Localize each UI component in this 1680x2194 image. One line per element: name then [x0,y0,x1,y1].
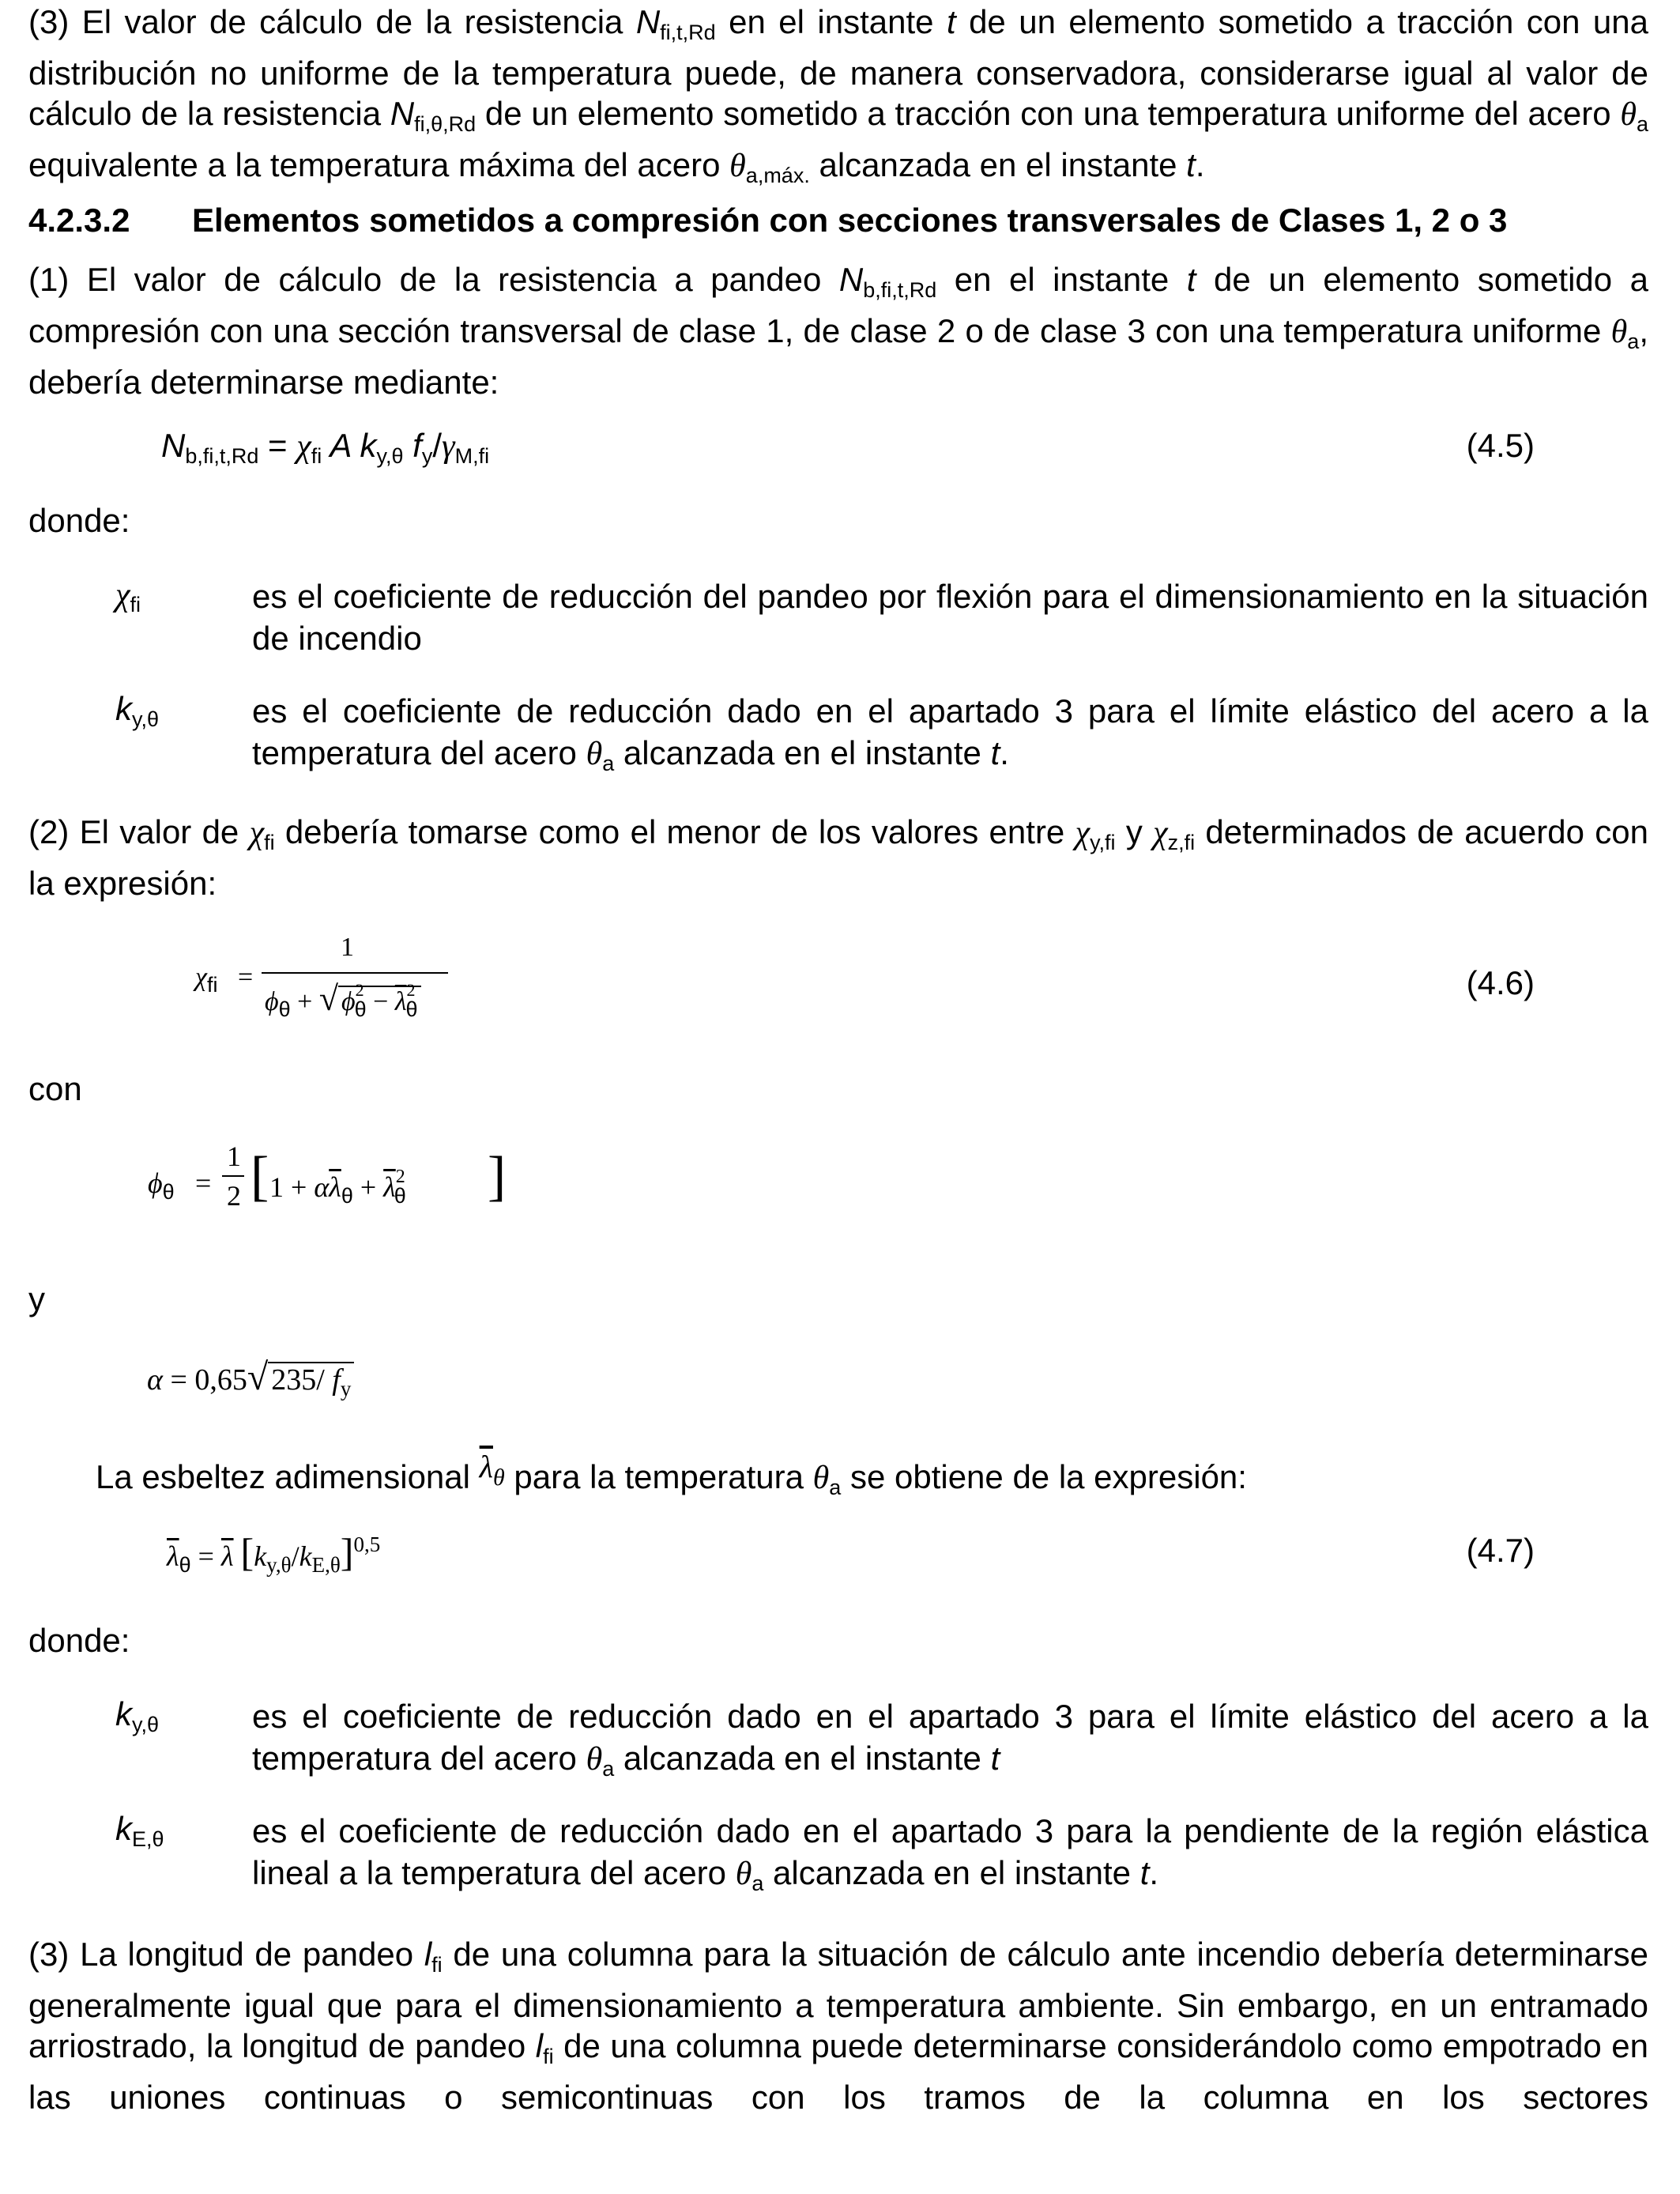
equation-alpha: α = 0,65√ 235/ $f_y$ [147,1355,354,1401]
definition-text: es el coeficiente de reducción del pandeo por flexión para el dimensionamiento en la situación de incendio [252,578,1648,657]
definition-symbol: $k_{y,\theta}$ [115,690,160,731]
equation-number-4-7: (4.7) [1466,1532,1535,1569]
definition-k-e-theta [28,1810,1648,1897]
equation-4-7: $\overline{\lambda}_\theta = \overline{\lambda}$ $[k_{y,\theta}/k_{E,\theta}]^{0,5}$ [167,1530,381,1577]
definition-symbol: $k_{y,\theta}$ [115,1695,160,1736]
definition-symbol: $\chi_{fi}$ [115,577,141,616]
donde-label-2: donde: [28,1622,130,1659]
section-number: 4.2.3.2 [28,202,130,239]
definition-text: es el coeficiente de reducción dado en el apartado 3 para el límite elástico del acero a la temperatura del acero $\theta_a$ alcanzada en el instante t. [252,692,1648,775]
definition-symbol: $k_{E,\theta}$ [115,1810,164,1851]
definition-k-y-theta-2 [28,1695,1648,1782]
paragraph-2-chi: (2) El valor de $\chi_{fi}$ debería tomarse como el menor de los valores entre $\chi_{y,fi}$ y $\chi_{z,fi}$ determinados de acuerdo con la expresión: [28,813,1648,902]
definition-chi-fi [28,575,1648,662]
definition-text: es el coeficiente de reducción dado en el apartado 3 para el límite elástico del acero a la temperatura del acero $\theta_a$ alcanzada en el instante t [252,1698,1648,1781]
esbeltez-line: La esbeltez adimensional $\overline{\lambda}\theta$ para la temperatura $\theta_a$ se obtiene de la expresión: [96,1449,1247,1499]
equation-phi-theta: $\phi_\theta$ = 1 2 [ $1 + \alpha\overline{\lambda}_\theta + \overline{\lambda}^2_\theta$ ] [148,1140,507,1212]
equation-number-4-5: (4.5) [1466,427,1535,464]
y-label: y [28,1280,45,1318]
equation-4-5: $N_{b,fi,t,Rd} = \chi_{fi}$ A $k_{y,\theta}$ $f_y/\gamma_{M,fi}$ [161,427,490,468]
equation-4-6: $\chi_{fi}$ = 1 $\phi_\theta$ + √ $\phi^2_\theta - \overline{\lambda}^2_\theta$ [167,933,451,1035]
paragraph-3-longitud-pandeo: (3) La longitud de pandeo $l_{fi}$ de una columna para la situación de cálculo ante incendio debería determinarse generalmente igual que para el dimensionamiento a temperatura ambiente. Sin embargo, en un entramado arriostrado, la longitud de pandeo $l_{fi}$ de una columna puede determinarse considerándolo como empotrado en las uniones continuas o semicontinuas con los tramos de la columna en los sectores [28,1936,1649,2116]
section-title: Elementos sometidos a compresión con secciones transversales de Clases 1, 2 o 3 [192,202,1508,239]
donde-label-1: donde: [28,502,130,539]
paragraph-1-compresion: (1) El valor de cálculo de la resistencia a pandeo $N_{b,fi,t,Rd}$ en el instante t de un elemento sometido a compresión con una sección transversal de clase 1, de clase 2 o de clase 3 con una temperatura uniforme $\theta_a$, debería determinarse mediante: [28,261,1648,401]
con-label: con [28,1070,82,1107]
definition-text: es el coeficiente de reducción dado en el apartado 3 para la pendiente de la región elástica lineal a la temperatura del acero $\theta_a$ alcanzada en el instante t. [252,1812,1648,1895]
definition-k-y-theta [28,690,1648,777]
equation-number-4-6: (4.6) [1466,964,1535,1001]
paragraph-3-traccion: (3) El valor de cálculo de la resistencia $N_{fi,t,Rd}$ en el instante t de un elemento sometido a tracción con una distribución no uniforme de la temperatura puede, de manera conservadora, considerarse igual al valor de cálculo de la resistencia $N_{fi,\theta,Rd}$ de un elemento sometido a tracción con una temperatura uniforme del acero $\theta_a$ equivalente a la temperatura máxima del acero $\theta_{a,máx.}$ alcanzada en el instante t. [28,3,1648,187]
